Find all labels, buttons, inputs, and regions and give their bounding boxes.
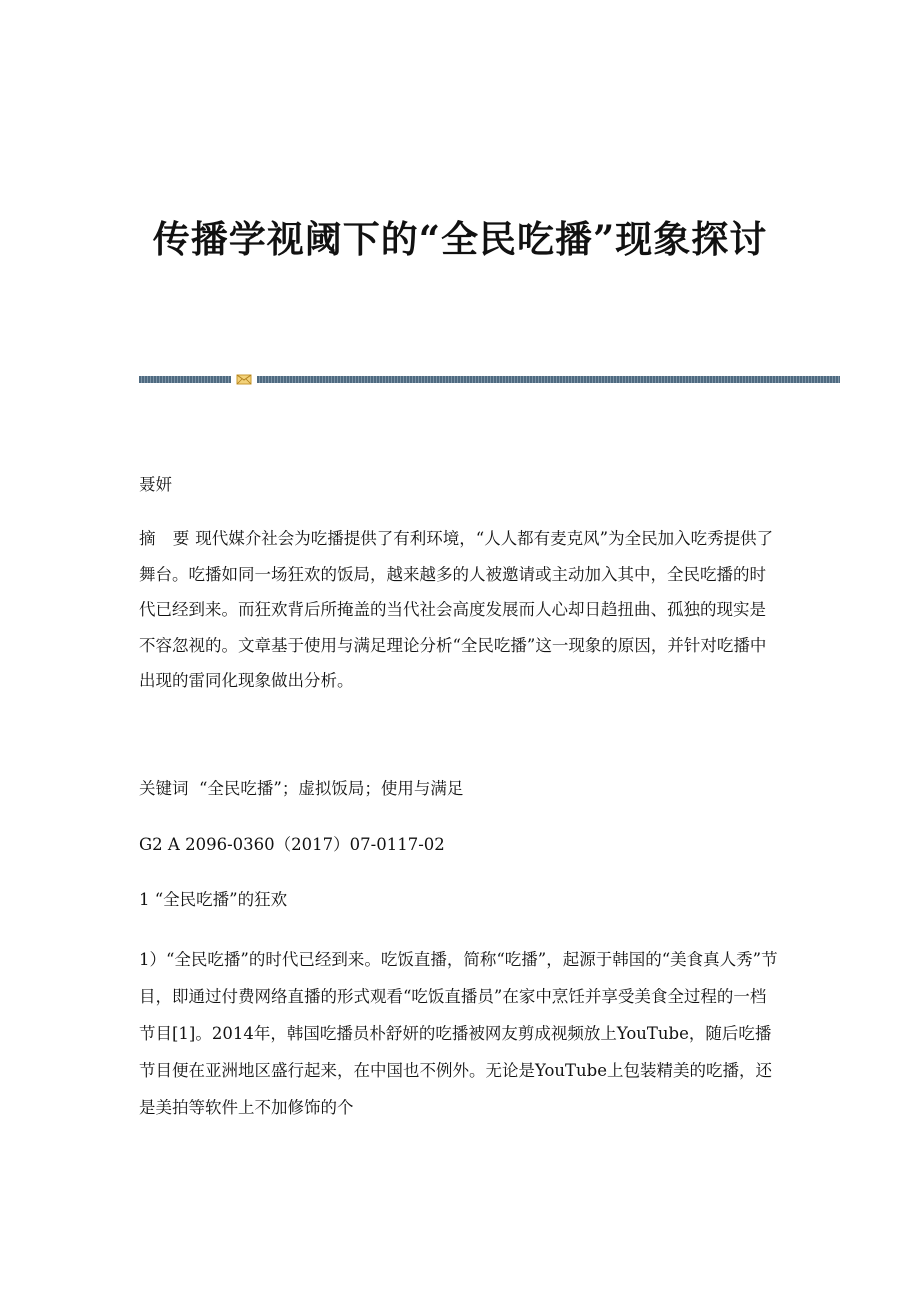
keywords-text: “全民吃播”；虚拟饭局；使用与满足	[199, 779, 464, 798]
abstract-text: 现代媒介社会为吃播提供了有利环境，“人人都有麦克风”为全民加入吃秀提供了舞台。吃播如同一场狂欢的饭局，越来越多的人被邀请或主动加入其中，全民吃播的时代已经到来。而狂欢背后所掩盖的当代社会高度发展而人心却日趋扭曲、孤独的现实是不容忽视的。文章基于使用与满足理论分析“全民吃播”这一现象的原因，并针对吃播中出现的雷同化现象做出分析。	[139, 529, 774, 690]
abstract	[139, 521, 779, 699]
abstract-label: 摘 要	[139, 529, 196, 548]
divider-bar-right	[257, 376, 840, 383]
title-divider	[139, 374, 840, 385]
body-paragraph: 1）“全民吃播”的时代已经到来。吃饭直播，简称“吃播”，起源于韩国的“美食真人秀”节目，即通过付费网络直播的形式观看“吃饭直播员”在家中烹饪并享受美食全过程的一档节目[1]。2014年，韩国吃播员朴舒妍的吃播被网友剪成视频放上YouTube，随后吃播节目便在亚洲地区盛行起来，在中国也不例外。无论是YouTube上包装精美的吃播，还是美拍等软件上不加修饰的个	[139, 950, 778, 1117]
document-title: 传播学视阈下的“全民吃播”现象探讨	[152, 217, 768, 261]
keywords-label: 关键词	[139, 779, 189, 798]
section-heading: 1 “全民吃播”的狂欢	[139, 890, 288, 909]
classification-code: G2 A 2096-0360（2017）07-0117-02	[139, 835, 445, 854]
divider-bar-left	[139, 376, 231, 383]
author-name: 聂妍	[139, 475, 172, 494]
keywords	[139, 774, 779, 804]
divider-ornament-icon	[236, 374, 252, 385]
